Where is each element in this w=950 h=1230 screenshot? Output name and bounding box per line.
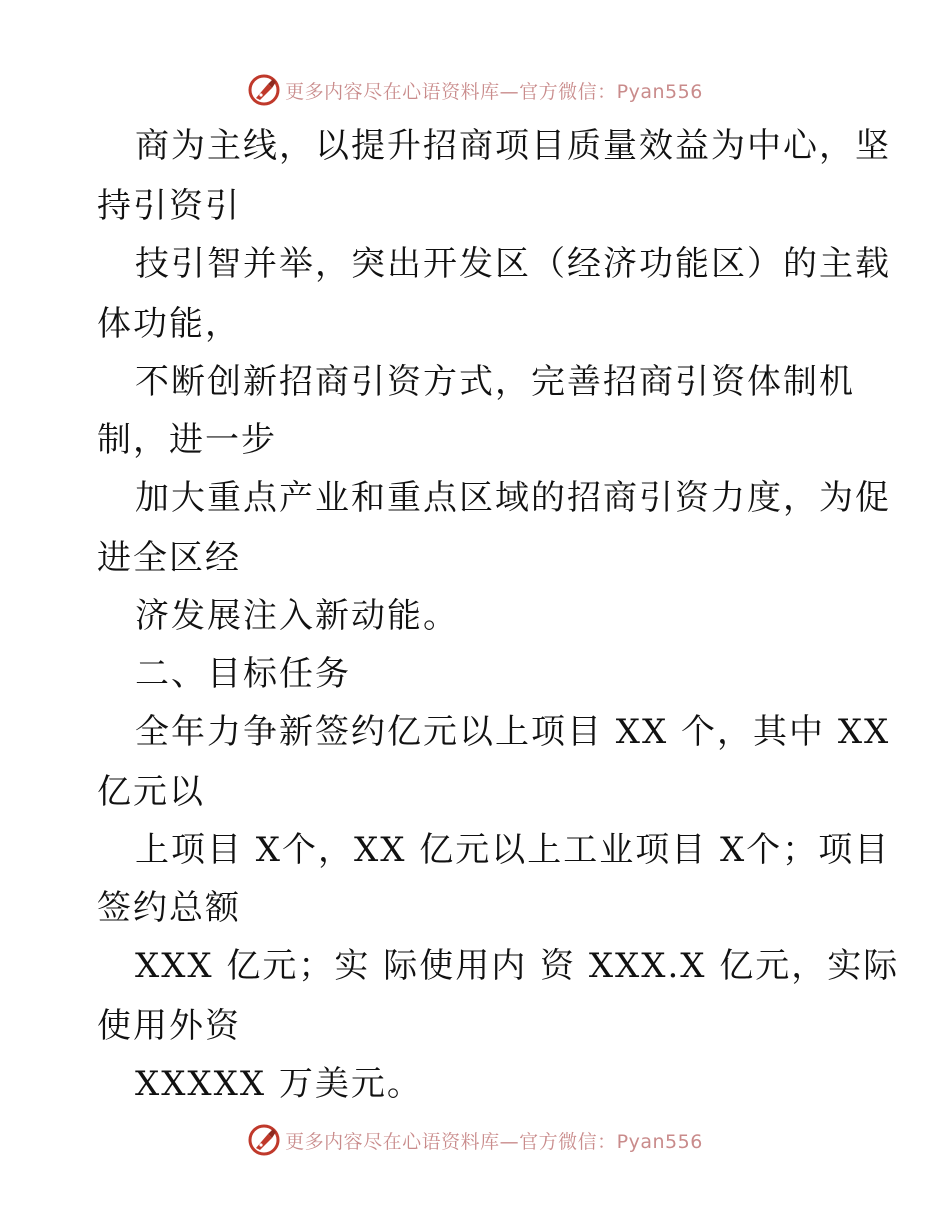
body-line: 制，进一步 — [97, 420, 277, 460]
body-line: 加大重点产业和重点区域的招商引资力度，为促 — [135, 478, 891, 518]
body-line: 济发展注入新动能。 — [135, 596, 459, 636]
body-line: 进全区经 — [97, 538, 241, 578]
body-line: 不断创新招商引资方式，完善招商引资体制机 — [135, 362, 855, 402]
footer-banner — [0, 1120, 950, 1160]
body-line: 商为主线，以提升招商项目质量效益为中心，坚 — [135, 126, 891, 166]
section-heading: 二、目标任务 — [135, 654, 351, 694]
body-line: 持引资引 — [97, 186, 241, 226]
body-line: 体功能， — [97, 304, 241, 344]
body-line: 签约总额 — [97, 888, 241, 928]
footer-banner-text: 更多内容尽在心语资料库—官方微信：Pyan556 — [285, 1130, 703, 1153]
body-line: XXXXX 万美元。 — [135, 1064, 423, 1104]
body-line: 使用外资 — [97, 1006, 241, 1046]
pen-nib-icon — [247, 73, 281, 107]
body-line: XXX 亿元；实 际使用内 资 XXX.X 亿元，实际 — [135, 946, 900, 986]
header-banner-text: 更多内容尽在心语资料库—官方微信：Pyan556 — [285, 80, 703, 103]
body-line: 上项目 X个，XX 亿元以上工业项目 X个；项目 — [135, 830, 891, 870]
body-line: 亿元以 — [97, 772, 205, 812]
header-banner — [0, 70, 950, 110]
pen-nib-icon — [247, 1123, 281, 1157]
body-line: 全年力争新签约亿元以上项目 XX 个，其中 XX — [135, 712, 891, 752]
body-line: 技引智并举，突出开发区（经济功能区）的主载 — [135, 244, 891, 284]
